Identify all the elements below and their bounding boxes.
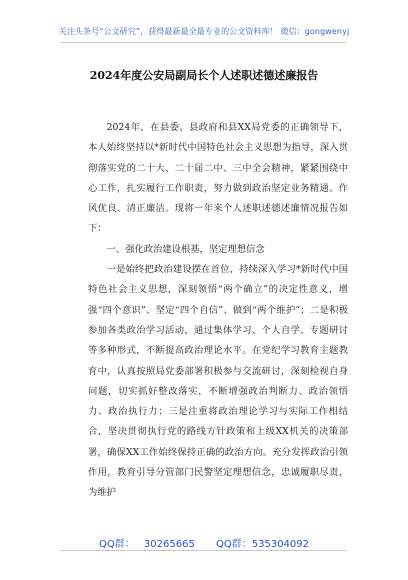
footer-contact	[0, 535, 408, 550]
header-divider	[60, 42, 346, 43]
footer-qq-group-2: QQ群：535304092	[216, 539, 310, 550]
document-body	[88, 118, 348, 504]
header-banner: 关注头条号“公文研究”，获得最新最全最专业的公文资料库！ 微信：gongwenyj	[58, 27, 350, 36]
footer-divider	[60, 550, 346, 551]
document-title: 2024年度公安局副局长个人述职述德述廉报告	[89, 69, 319, 82]
section-heading: 一、强化政治建设根基，坚定理想信念	[106, 243, 265, 255]
intro-paragraph: 2024年，在县委、县政府和县XX局党委的正确领导下，本人始终坚持以*新时代中国特色社会主义思想为指导，深入贯彻落实党的二十大、二十届二中、三中全会精神，紧紧围绕中心工作，扎实履行工作职责，努力做到政治坚定业务精通、作风优良、清正廉洁。现将一年来个人述职述德述廉情况报告如下：	[88, 122, 348, 235]
footer-qq-group-1: QQ群： 30265665	[98, 539, 195, 550]
body-paragraph: 一是始终把政治建设摆在首位，持续深入学习*新时代中国特色社会主义思想，深刻领悟“两个确立”的决定性意义，增强“四个意识”、坚定“四个自信”、做到“两个维护”；二是积极参加各类政治学习活动，通过集体学习、个人自学、专题研讨等多种形式，不断提高政治理论水平。在党纪学习教育主题教育中，认真按照局党委部署积极参与交流研讨，深刻检视自身问题，切实抓好整改落实，不断增强政治判断力、政治领悟力、政治执行力；三是注重将政治理论学习与实际工作相结合，坚决贯彻执行党的路线方针政策和上级XX机关的决策部署，确保XX工作始终保持正确的政治方向。充分发挥政治引领作用，教育引导分管部门民警坚定理想信念，忠诚履职尽责，为维护	[88, 264, 348, 499]
